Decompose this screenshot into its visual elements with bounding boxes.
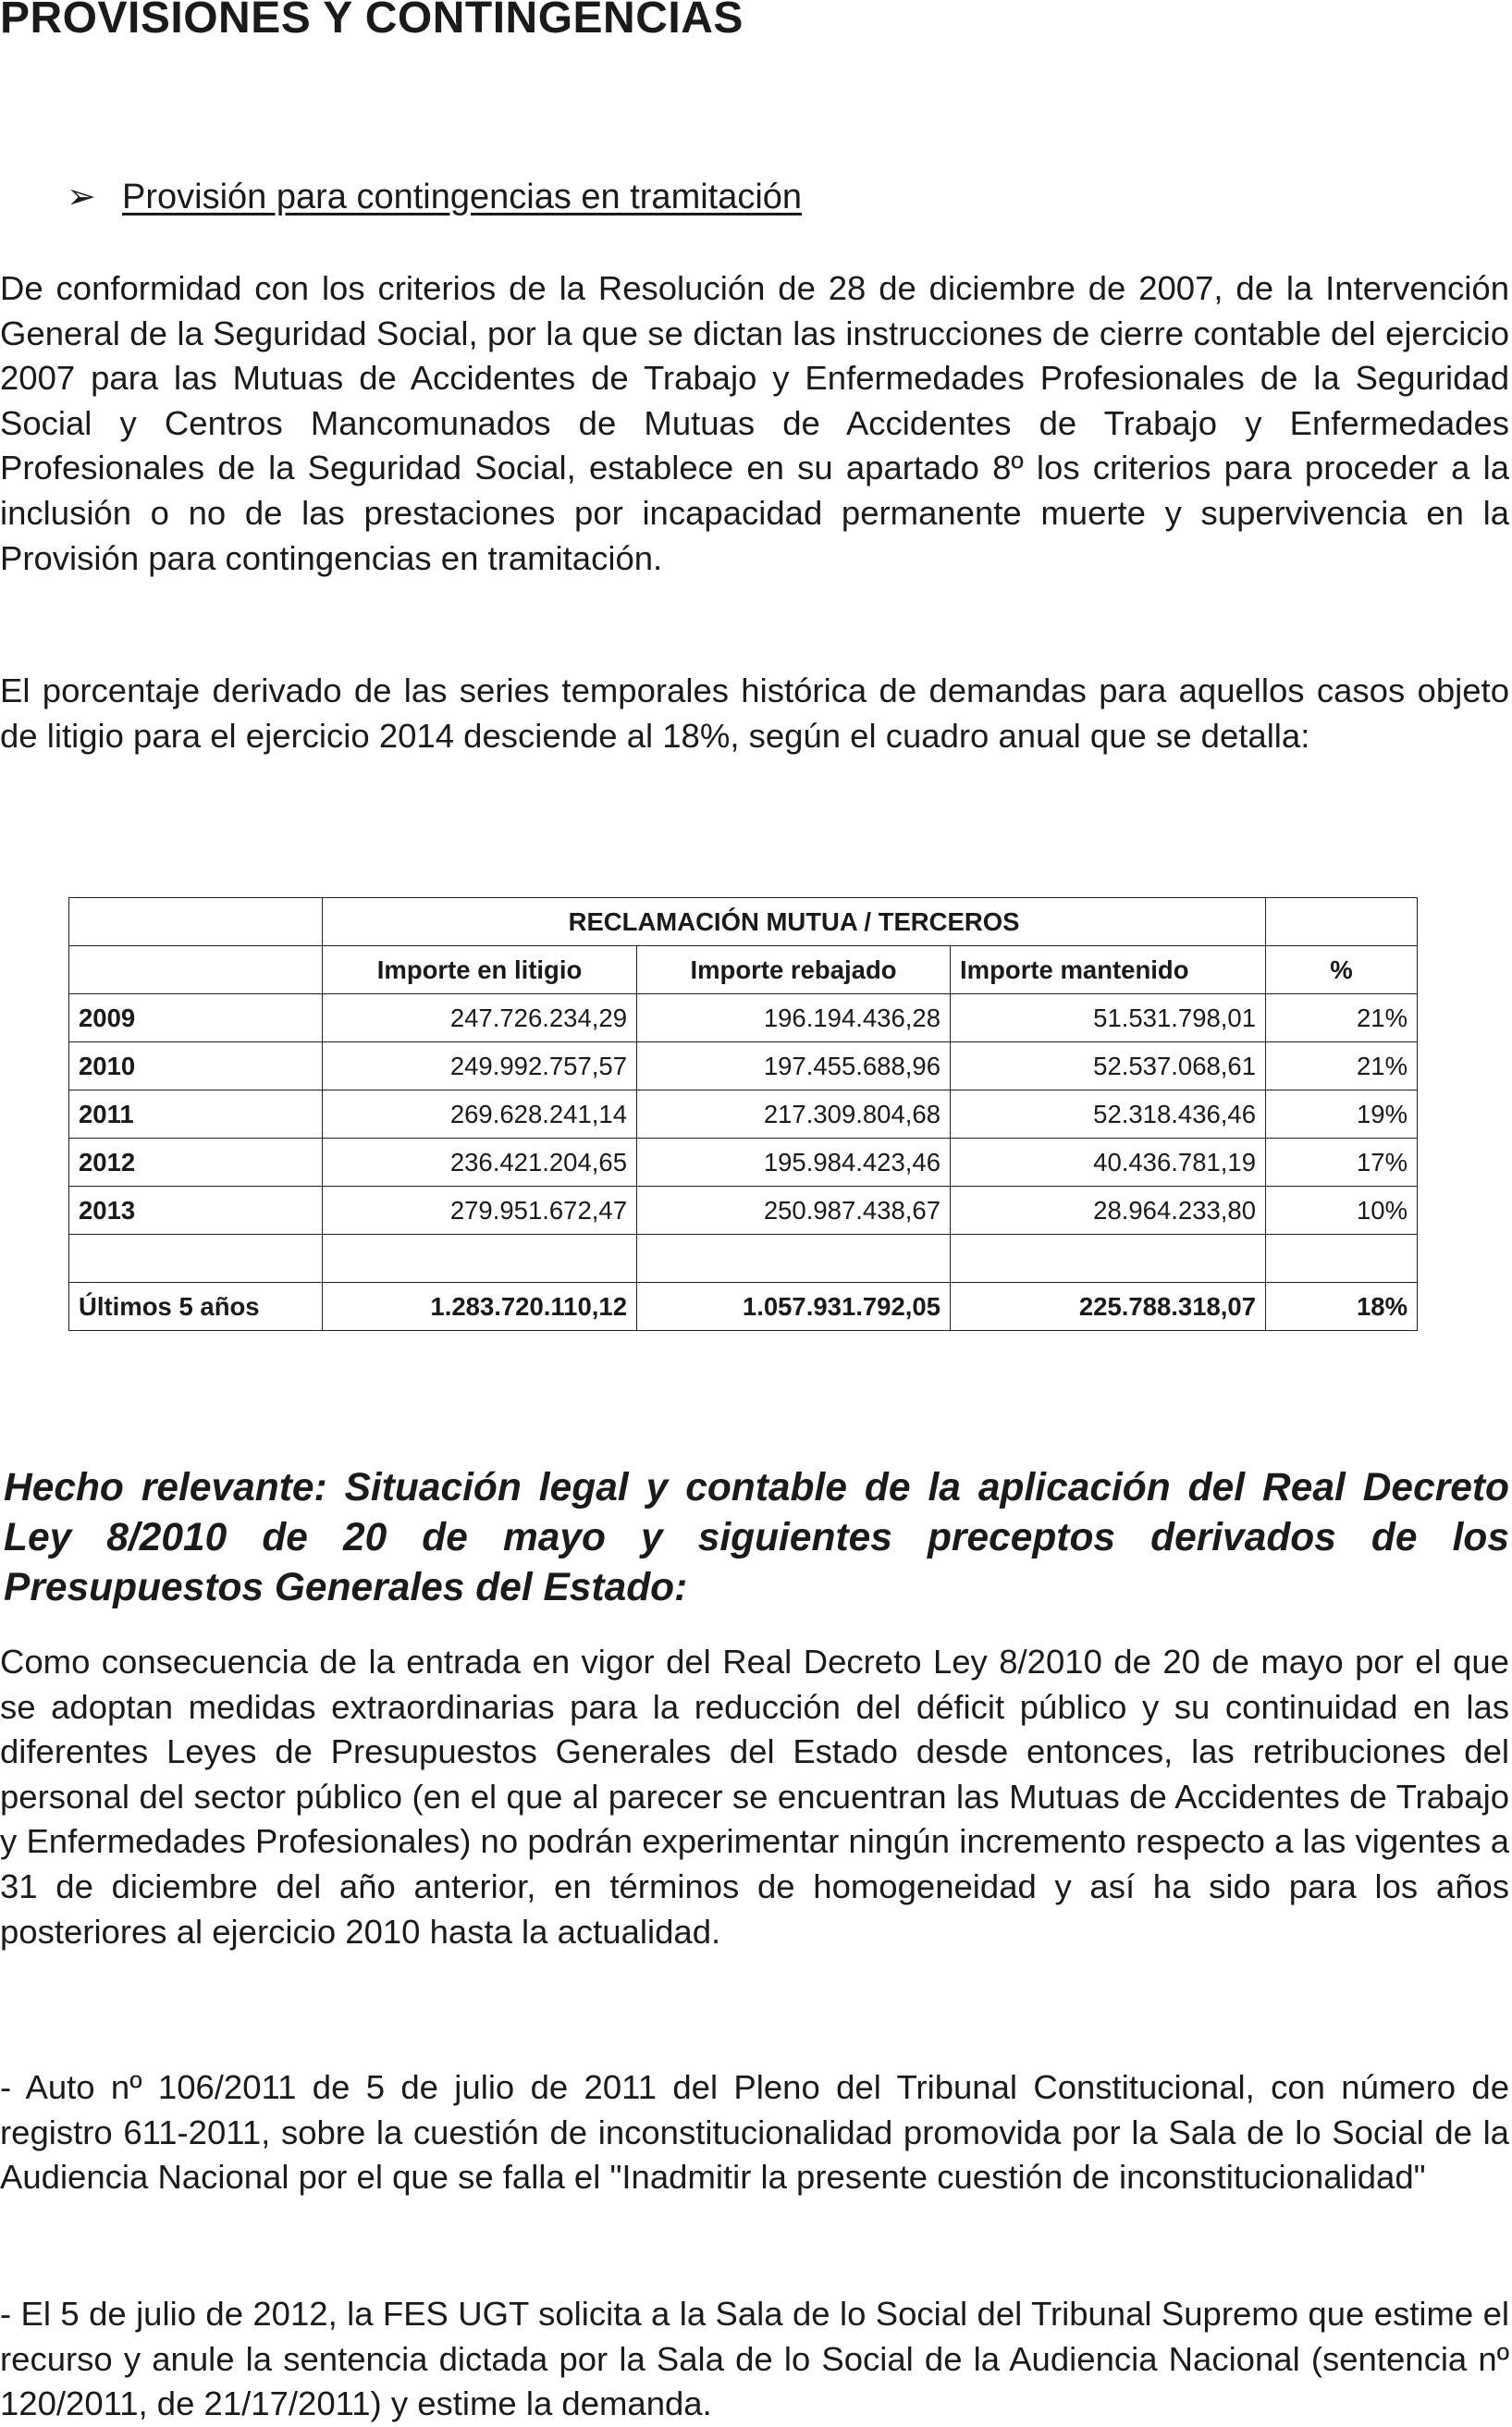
row-rebajado: 197.455.688,96 [637, 1042, 951, 1090]
paragraph-criteria: De conformidad con los criterios de la Resolución de 28 de diciembre de 2007, de la Intervención General de la Seguridad Social, por la que se dictan las instrucciones de cierre contable del ejercicio 2007 para las Mutuas de Accidentes de Trabajo y Enfermedades Profesionales de la Seguridad Social y Centros Mancomunados de Mutuas de Accidentes de Trabajo y Enfermedades Profesionales de la Seguridad Social, establece en su apartado 8º los criterios para proceder a la inclusión o no de las prestaciones por incapacidad permanente muerte y supervivencia en la Provisión para contingencias en tramitación. [0, 269, 1509, 577]
column-header-rebajado: Importe rebajado [637, 946, 951, 994]
row-litigio: 247.726.234,29 [323, 994, 637, 1042]
row-mantenido: 51.531.798,01 [951, 994, 1266, 1042]
row-year: 2013 [69, 1187, 323, 1235]
total-mantenido: 225.788.318,07 [951, 1283, 1266, 1331]
row-mantenido: 52.318.436,46 [951, 1090, 1266, 1139]
litigation-table [68, 897, 1418, 1331]
row-litigio: 249.992.757,57 [323, 1042, 637, 1090]
row-percent: 19% [1266, 1090, 1418, 1139]
table-group-header: RECLAMACIÓN MUTUA / TERCEROS [323, 898, 1266, 946]
row-year: 2012 [69, 1139, 323, 1187]
column-header-percent: % [1266, 946, 1418, 994]
row-mantenido: 40.436.781,19 [951, 1139, 1266, 1187]
row-mantenido: 52.537.068,61 [951, 1042, 1266, 1090]
table-row [69, 1139, 1418, 1187]
row-percent: 21% [1266, 994, 1418, 1042]
table-row [69, 994, 1418, 1042]
table-column-header-row [69, 946, 1418, 994]
table-row [69, 1187, 1418, 1235]
total-percent: 18% [1266, 1283, 1418, 1331]
paragraph-consequence: Como consecuencia de la entrada en vigor del Real Decreto Ley 8/2010 de 20 de mayo por el que se adoptan medidas extraordinarias para la reducción del déficit público y su continuidad en las diferentes Leyes de Presupuestos Generales del Estado desde entonces, las retribuciones del personal del sector público (en el que al parecer se encuentran las Mutuas de Accidentes de Trabajo y Enfermedades Profesionales) no podrán experimentar ningún incremento respecto a las vigentes a 31 de diciembre del año anterior, en términos de homogeneidad y así ha sido para los años posteriores al ejercicio 2010 hasta la actualidad. [0, 1643, 1509, 1951]
row-percent: 10% [1266, 1187, 1418, 1235]
total-litigio: 1.283.720.110,12 [323, 1283, 637, 1331]
subheading-text: Provisión para contingencias en tramitación [122, 178, 803, 216]
row-percent: 21% [1266, 1042, 1418, 1090]
row-year: 2011 [69, 1090, 323, 1139]
page-title: PROVISIONES Y CONTINGENCIAS [0, 0, 744, 43]
row-litigio: 279.951.672,47 [323, 1187, 637, 1235]
table-group-header-row [69, 898, 1418, 946]
row-rebajado: 196.194.436,28 [637, 994, 951, 1042]
paragraph-auto: - Auto nº 106/2011 de 5 de julio de 2011 del Pleno del Tribunal Constitucional, con número de registro 611-2011, sobre la cuestión de inconstitucionalidad promovida por la Sala de lo Social de la Audiencia Nacional por el que se falla el "Inadmitir la presente cuestión de inconstitucionalidad" [0, 2068, 1509, 2197]
paragraph-percentage: El porcentaje derivado de las series temporales histórica de demandas para aquellos casos objeto de litigio para el ejercicio 2014 desciende al 18%, según el cuadro anual que se detalla: [0, 671, 1509, 755]
row-mantenido: 28.964.233,80 [951, 1187, 1266, 1235]
table-spacer-row [69, 1235, 1418, 1283]
row-litigio: 236.421.204,65 [323, 1139, 637, 1187]
row-percent: 17% [1266, 1139, 1418, 1187]
row-rebajado: 195.984.423,46 [637, 1139, 951, 1187]
relevant-fact-heading: Hecho relevante: Situación legal y contable de la aplicación del Real Decreto Ley 8/2010 de 20 de mayo y siguientes preceptos derivados de los Presupuestos Generales del Estado: [4, 1466, 1509, 1609]
total-rebajado: 1.057.931.792,05 [637, 1283, 951, 1331]
total-label: Últimos 5 años [69, 1283, 323, 1331]
table-row [69, 1090, 1418, 1139]
section-subheading [67, 176, 802, 217]
column-header-litigio: Importe en litigio [323, 946, 637, 994]
row-litigio: 269.628.241,14 [323, 1090, 637, 1139]
column-header-mantenido: Importe mantenido [951, 946, 1266, 994]
arrow-bullet-icon: ➢ [67, 178, 96, 216]
table-total-row [69, 1283, 1418, 1331]
row-rebajado: 217.309.804,68 [637, 1090, 951, 1139]
row-year: 2009 [69, 994, 323, 1042]
row-rebajado: 250.987.438,67 [637, 1187, 951, 1235]
table-row [69, 1042, 1418, 1090]
row-year: 2010 [69, 1042, 323, 1090]
paragraph-fes-ugt: - El 5 de julio de 2012, la FES UGT solicita a la Sala de lo Social del Tribunal Supremo que estime el recurso y anule la sentencia dictada por la Sala de lo Social de la Audiencia Nacional (sentencia nº 120/2011, de 21/17/2011) y estime la demanda. [0, 2295, 1509, 2423]
